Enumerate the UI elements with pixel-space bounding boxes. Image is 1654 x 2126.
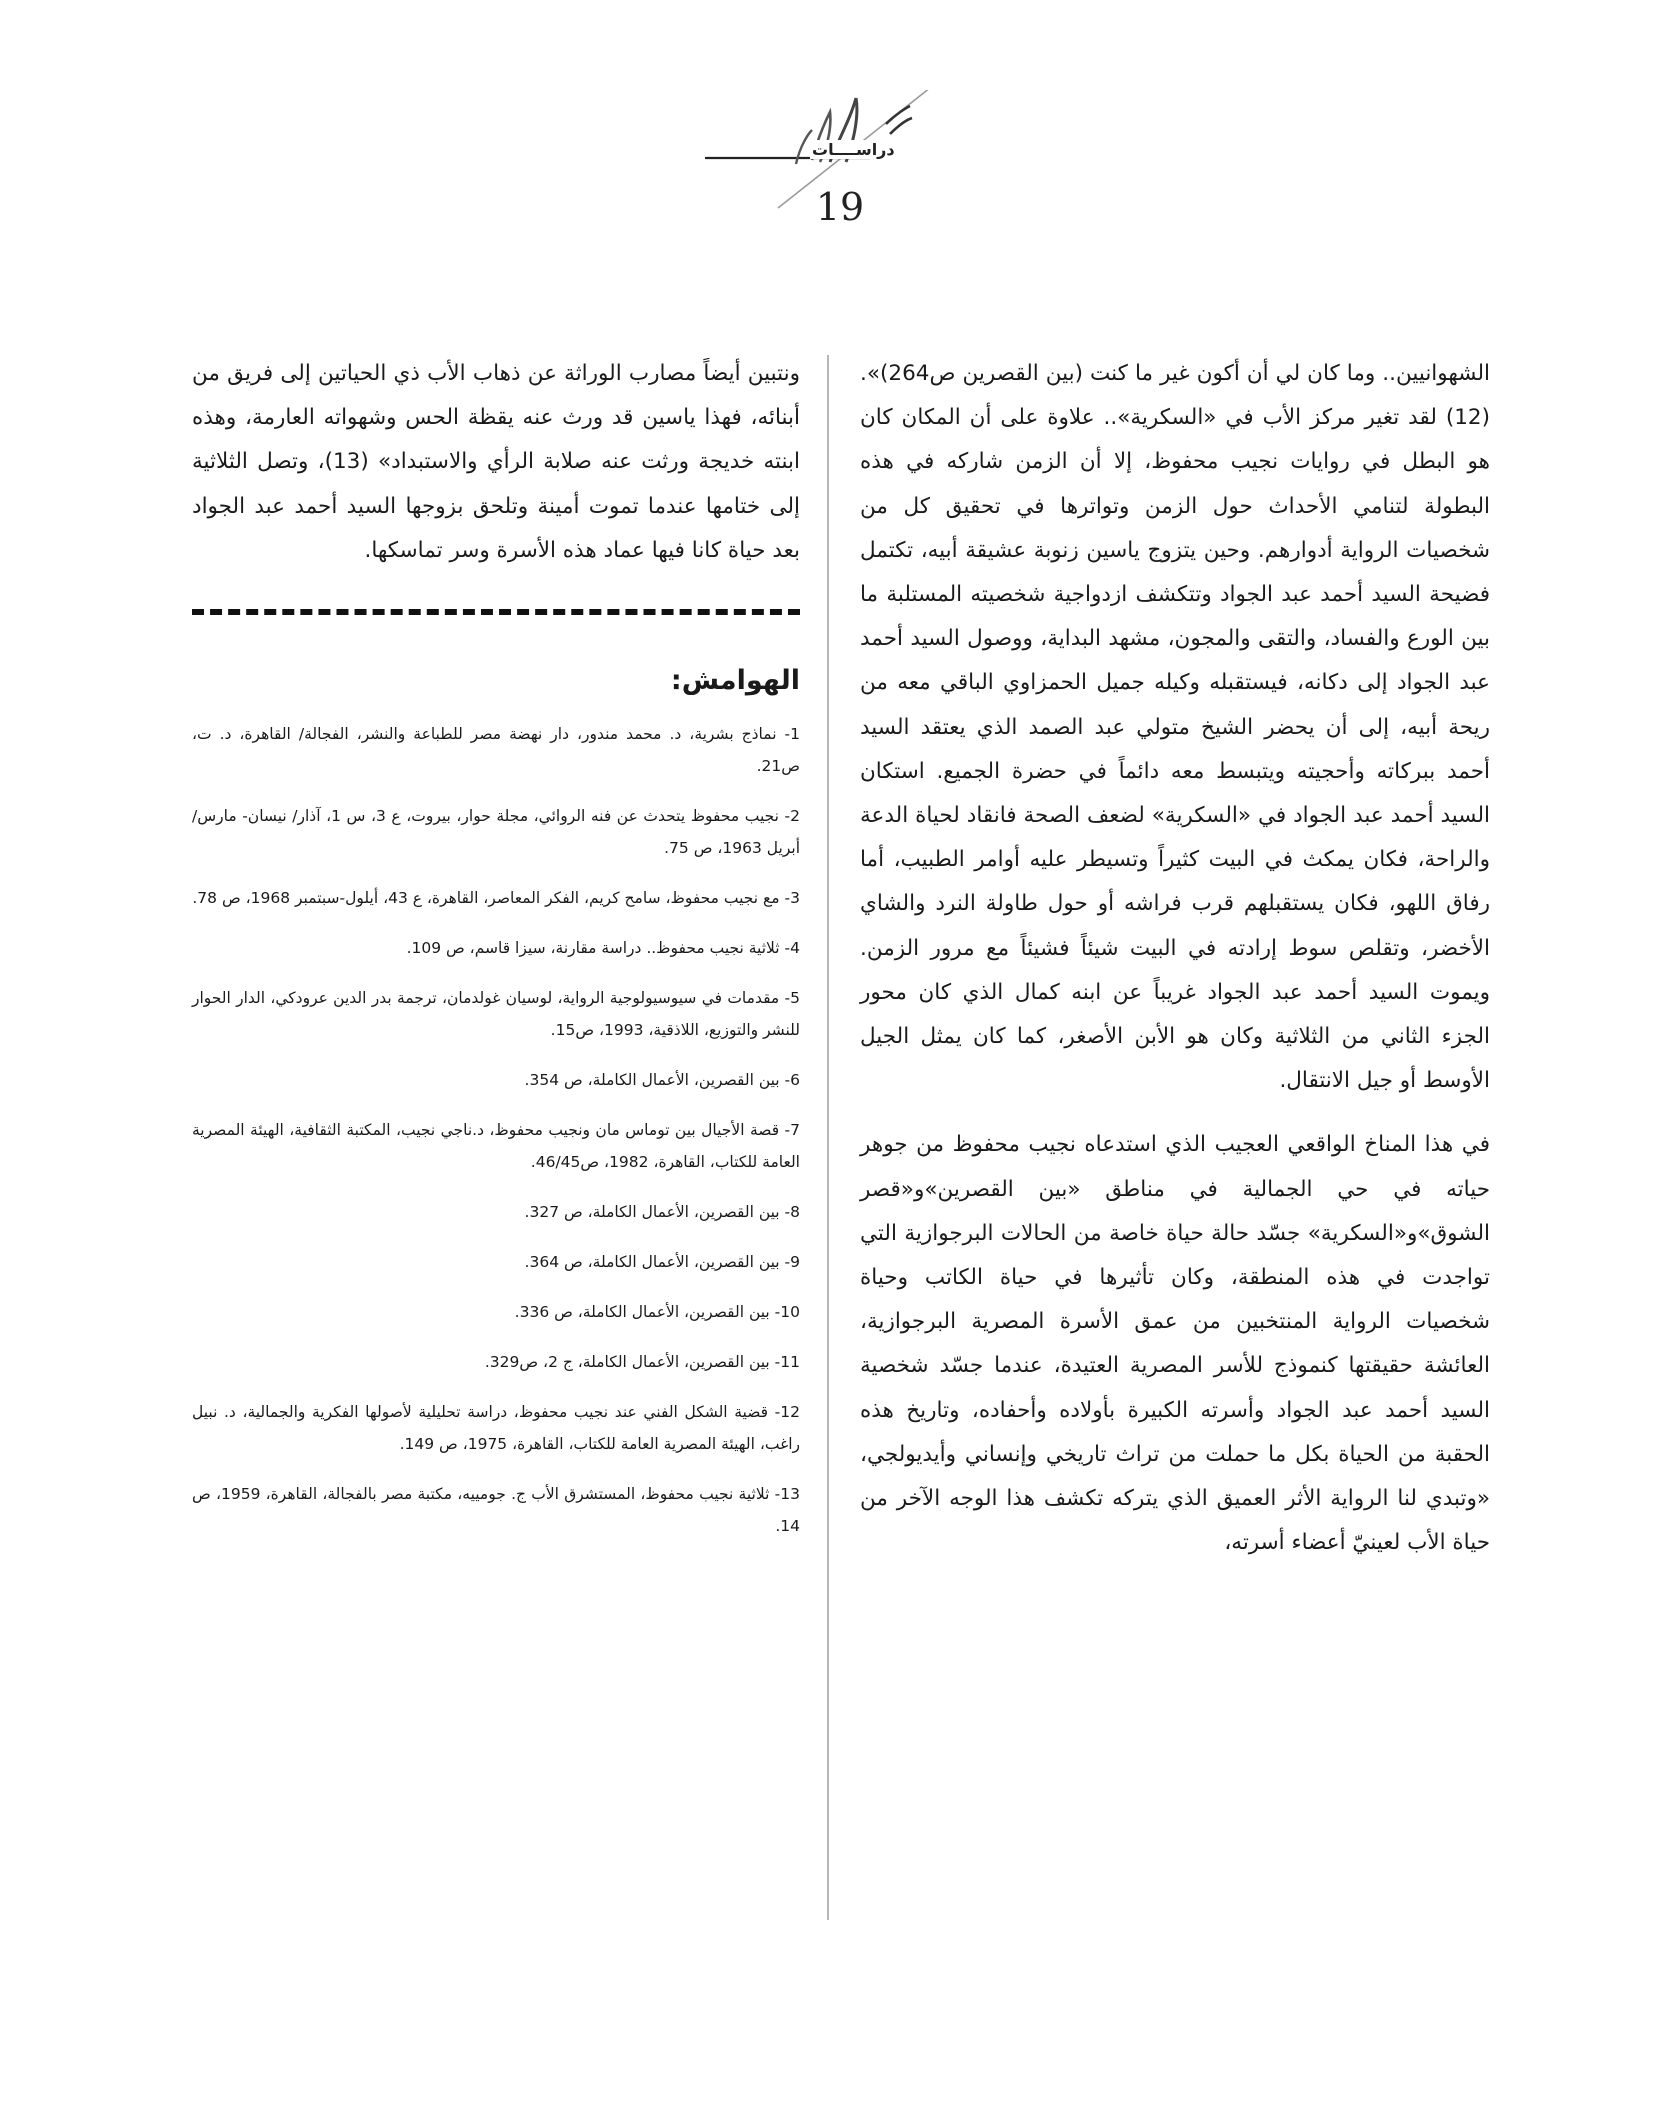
right-column [860, 352, 1490, 1585]
footnotes-list [192, 718, 800, 1542]
footnote-item: 6- بين القصرين، الأعمال الكاملة، ص 354. [524, 1071, 800, 1090]
footnote-item: 5- مقدمات في سيوسيولوجية الرواية، لوسيان غولدمان، ترجمة بدر الدين عرودكي، الدار الحوار للنشر والتوزيع، اللاذقية، 1993، ص15. [192, 989, 800, 1040]
body-paragraph-1: الشهوانيين.. وما كان لي أن أكون غير ما كنت (بين القصرين ص264)». (12) لقد تغير مركز الأب في «السكرية».. علاوة على أن المكان كان هو البطل في روايات نجيب محفوظ، إلا أن الزمن شاركه في هذه البطولة لتنامي الأحداث حول الزمن وتواترها في تحقيق كل من شخصيات الرواية أدوارهم. وحين يتزوج ياسين زنوبة عشيقة أبيه، تكتمل فضيحة السيد أحمد عبد الجواد وتتكشف ازدواجية شخصيته المستلبة ما بين الورع والفساد، والتقى والمجون، مشهد البداية، ووصول السيد أحمد عبد الجواد إلى دكانه، فيستقبله وكيله جميل الحمزاوي الباقي معه من ريحة أبيه، إلى أن يحضر الشيخ متولي عبد الصمد الذي يعتقد السيد أحمد ببركاته وأحجيته ويتبسط معه دائماً في حضرة الجميع. استكان السيد أحمد عبد الجواد في «السكرية» لضعف الصحة فانقاد لحياة الدعة والراحة، فكان يمكث في البيت كثيراً وتسيطر عليه أوامر الطبيب، أما رفاق اللهو، فكان يستقبلهم قرب فراشه أو حول طاولة النرد والشاي الأخضر، وتقلص سوط إرادته في البيت شيئاً فشيئاً مع مرور الزمن. ويموت السيد أحمد عبد الجواد غريباً عن ابنه كمال الذي كان محور الجزء الثاني من الثلاثية وكان هو الأبن الأصغر، كما كان يمثل الجيل الأوسط أو جيل الانتقال. [860, 361, 1490, 1094]
column-divider [827, 355, 829, 1920]
footnote-item: 13- ثلاثية نجيب محفوظ، المستشرق الأب ج. جومييه، مكتبة مصر بالفجالة، القاهرة، 1959، ص 14. [192, 1485, 800, 1536]
footnotes-title: الهوامش: [670, 665, 800, 697]
page-header [660, 90, 1000, 250]
page-number: 19 [815, 185, 865, 229]
footnote-item: 2- نجيب محفوظ يتحدث عن فنه الروائي، مجلة حوار، بيروت، ع 3، س 1، آذار/ نيسان- مارس/أبريل 1963، ص 75. [192, 807, 800, 858]
closing-paragraph: ونتبين أيضاً مصارب الوراثة عن ذهاب الأب ذي الحياتين إلى فريق من أبنائه، فهذا ياسين قد ورث عنه يقظة الحس وشهواته العارمة، وهذه ابنته خديجة ورثت عنه صلابة الرأي والاستبداد» (13)، وتصل الثلاثية إلى ختامها عندما تموت أمينة وتلحق بزوجها السيد أحمد عبد الجواد بعد حياة كانا فيها عماد هذه الأسرة وسر تماسكها. [192, 361, 800, 563]
footnote-item: 10- بين القصرين، الأعمال الكاملة، ص 336. [514, 1303, 800, 1322]
footnote-item: 9- بين القصرين، الأعمال الكاملة، ص 364. [524, 1253, 800, 1272]
footnote-item: 1- نماذج بشرية، د. محمد مندور، دار نهضة مصر للطباعة والنشر، الفجالة/ القاهرة، د. ت، ص21. [192, 725, 800, 776]
dashed-separator [192, 609, 800, 615]
footnote-item: 11- بين القصرين، الأعمال الكاملة، ج 2، ص329. [484, 1353, 800, 1372]
footnote-item: 8- بين القصرين، الأعمال الكاملة، ص 327. [524, 1203, 800, 1222]
footnote-item: 4- ثلاثية نجيب محفوظ.. دراسة مقارنة، سيزا قاسم، ص 109. [406, 939, 800, 958]
footnote-item: 7- قصة الأجيال بين توماس مان ونجيب محفوظ، د.ناجي نجيب، المكتبة الثقافية، الهيئة المصرية العامة للكتاب، القاهرة، 1982، ص46/45. [192, 1121, 800, 1172]
footnote-item: 12- قضية الشكل الفني عند نجيب محفوظ، دراسة تحليلية لأصولها الفكرية والجمالية، د. نبيل راغب، الهيئة المصرية العامة للكتاب، القاهرة، 1975، ص 149. [192, 1403, 800, 1454]
footnote-item: 3- مع نجيب محفوظ، سامح كريم، الفكر المعاصر، القاهرة، ع 43، أيلول-سبتمبر 1968، ص 78. [192, 889, 800, 908]
body-paragraph-2: في هذا المناخ الواقعي العجيب الذي استدعاه نجيب محفوظ من جوهر حياته في حي الجمالية في مناطق «بين القصرين»و«قصر الشوق»و«السكرية» جسّد حالة حياة خاصة من الحالات البرجوازية التي تواجدت في هذه المنطقة، وكان تأثيرها في حياة الكاتب وحياة شخصيات الرواية المنتخبين من عمق الأسرة المصرية البرجوازية، العائشة حقيقتها كنموذج للأسر المصرية العتيدة، عندما جسّد شخصية السيد أحمد عبد الجواد وأسرته الكبيرة بأولاده وأحفاده، وتاريخ هذه الحقبة من الحياة بكل ما حملت من تراث تاريخي وإنساني وأيديولجي، «وتبدي لنا الرواية الأثر العميق الذي يتركه تكشف هذا الوجه الآخر من حياة الأب لعينيّ أعضاء أسرته، [860, 1132, 1490, 1556]
left-column [192, 352, 800, 1560]
section-label: دراســــات [812, 140, 895, 159]
